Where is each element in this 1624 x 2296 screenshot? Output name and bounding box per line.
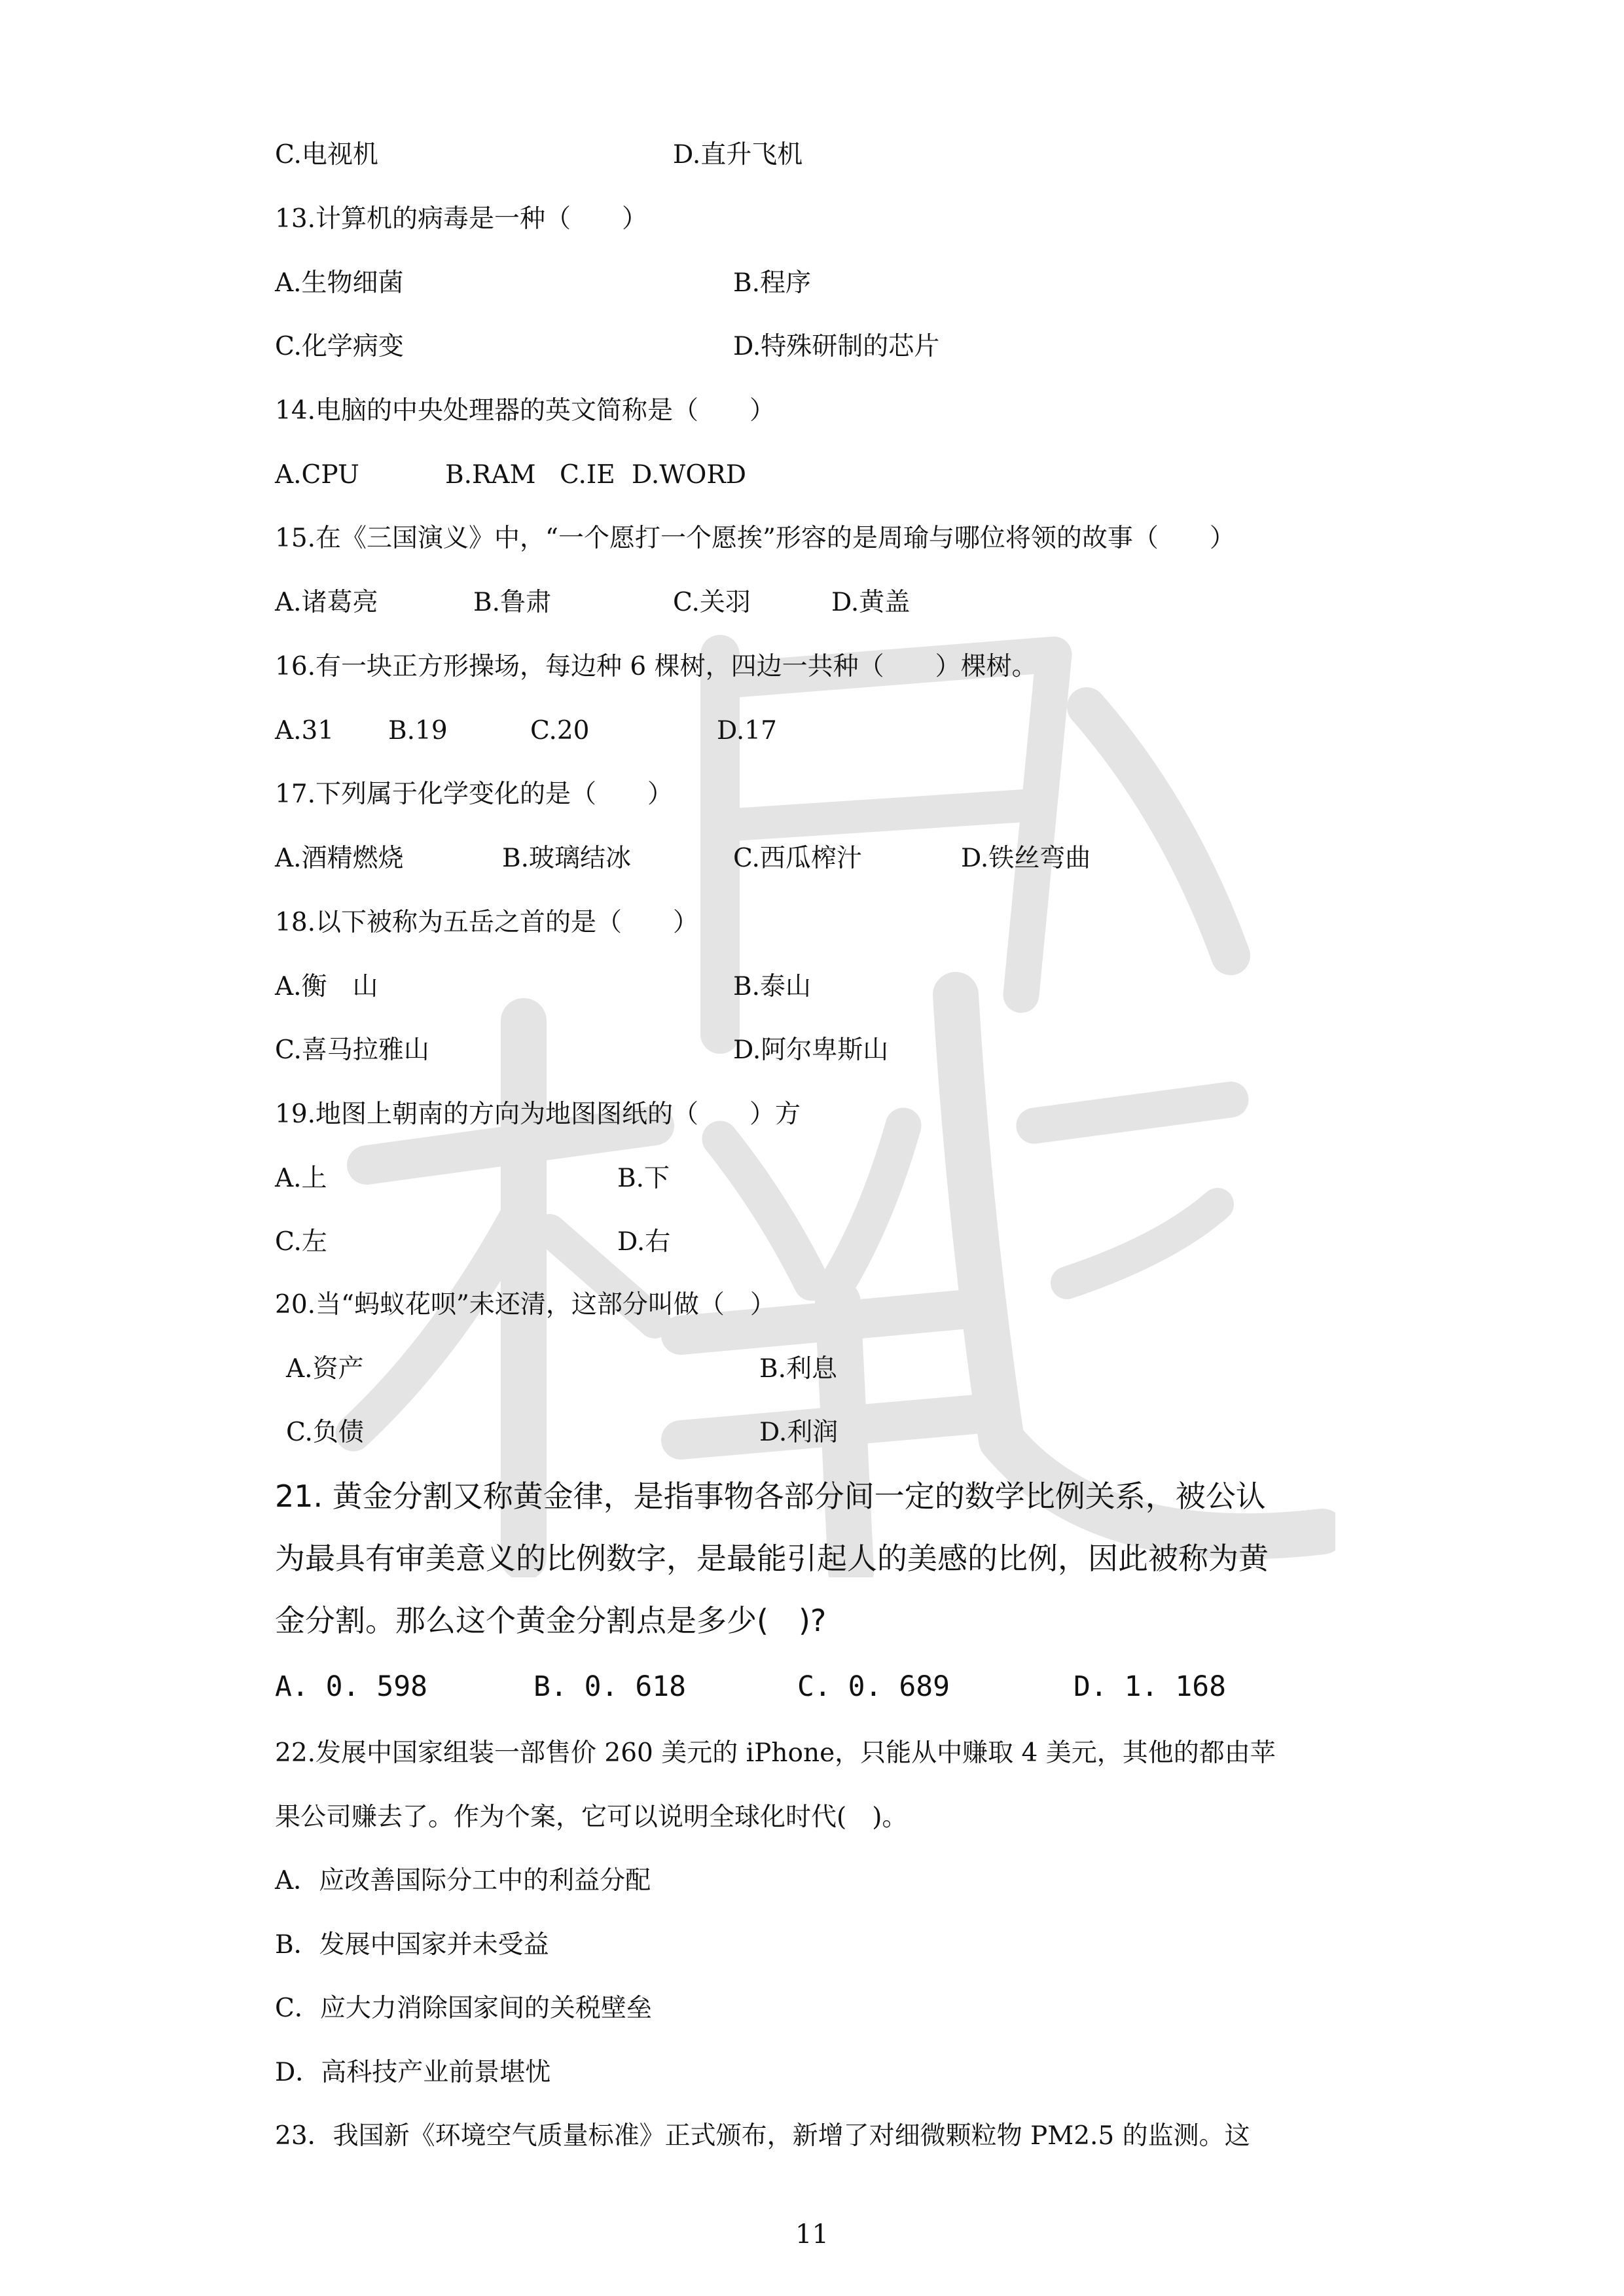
q16-option-c: C.20 <box>530 716 590 745</box>
q21-stem-line-2: 为最具有审美意义的比例数字，是最能引起人的美感的比例，因此被称为黄 <box>275 1541 1269 1576</box>
q14-option-d: D.WORD <box>632 460 746 490</box>
q20-option-a: A.资产 <box>286 1354 364 1384</box>
q16-stem: 16.有一块正方形操场，每边种 6 棵树，四边一共种（ ）棵树。 <box>275 652 1038 681</box>
q13-option-b: B.程序 <box>733 268 812 298</box>
q21-option-a: A. 0. 598 <box>275 1670 427 1703</box>
q15-option-c: C.关羽 <box>673 588 751 617</box>
q19-option-c: C.左 <box>275 1227 327 1257</box>
q14-option-c: C.IE <box>560 460 615 490</box>
q20-option-c: C.负债 <box>286 1418 364 1447</box>
q17-option-a: A.酒精燃烧 <box>275 844 404 873</box>
q14-option-b: B.RAM <box>445 460 536 490</box>
q22-stem-line-1: 22.发展中国家组装一部售价 260 美元的 iPhone，只能从中赚取 4 美元，其他的都由苹 <box>275 1738 1276 1768</box>
q13-option-a: A.生物细菌 <box>275 268 404 298</box>
q16-option-b: B.19 <box>388 716 448 745</box>
q13-option-c: C.化学病变 <box>275 332 404 361</box>
q13-stem: 13.计算机的病毒是一种（ ） <box>275 204 648 234</box>
q20-stem: 20.当“蚂蚁花呗”未还清，这部分叫做（ ） <box>275 1290 776 1319</box>
q22-option-a: A．应改善国际分工中的利益分配 <box>275 1866 651 1895</box>
q19-stem: 19.地图上朝南的方向为地图图纸的（ ）方 <box>275 1100 801 1129</box>
q19-option-a: A.上 <box>275 1164 327 1193</box>
q22-stem-line-2: 果公司赚去了。作为个案，它可以说明全球化时代( )。 <box>275 1803 908 1832</box>
q20-option-b: B.利息 <box>759 1354 838 1384</box>
q22-option-d: D．高科技产业前景堪忧 <box>275 2058 551 2087</box>
q22-option-b: B．发展中国家并未受益 <box>275 1930 549 1960</box>
q23-stem: 23．我国新《环境空气质量标准》正式颁布，新增了对细微颗粒物 PM2.5 的监测。这 <box>275 2121 1250 2151</box>
q21-option-b: B. 0. 618 <box>533 1670 686 1703</box>
q21-stem-line-3: 金分割。那么这个黄金分割点是多少( )? <box>275 1603 827 1638</box>
page-number: 11 <box>795 2219 829 2250</box>
q21-option-d: D. 1. 168 <box>1074 1670 1226 1703</box>
q21-option-c: C. 0. 689 <box>797 1670 950 1703</box>
q19-option-d: D.右 <box>617 1227 671 1257</box>
q18-stem: 18.以下被称为五岳之首的是（ ） <box>275 908 699 937</box>
q20-option-d: D.利润 <box>759 1418 839 1447</box>
q13-option-d: D.特殊研制的芯片 <box>733 332 940 361</box>
q21-stem-line-1: 21. 黄金分割又称黄金律，是指事物各部分间一定的数学比例关系，被公认 <box>275 1479 1266 1514</box>
q19-option-b: B.下 <box>617 1164 670 1193</box>
q18-option-d: D.阿尔卑斯山 <box>733 1035 889 1065</box>
q17-option-b: B.玻璃结冰 <box>502 844 632 873</box>
q17-stem: 17.下列属于化学变化的是（ ） <box>275 780 674 809</box>
q15-option-d: D.黄盖 <box>831 588 911 617</box>
q15-stem: 15.在《三国演义》中，“一个愿打一个愿挨”形容的是周瑜与哪位将领的故事（ ） <box>275 524 1235 553</box>
q15-option-b: B.鲁肃 <box>473 588 552 617</box>
q22-option-c: C．应大力消除国家间的关税壁垒 <box>275 1994 652 2023</box>
q16-option-a: A.31 <box>275 716 334 745</box>
q18-option-c: C.喜马拉雅山 <box>275 1035 429 1065</box>
q16-option-d: D.17 <box>717 716 777 745</box>
q12-option-c: C.电视机 <box>275 140 378 170</box>
q14-option-a: A.CPU <box>275 460 359 490</box>
q14-stem: 14.电脑的中央处理器的英文简称是（ ） <box>275 396 776 425</box>
q17-option-d: D.铁丝弯曲 <box>961 844 1091 873</box>
q18-option-b: B.泰山 <box>733 972 812 1001</box>
q18-option-a: A.衡 山 <box>275 972 378 1001</box>
q17-option-c: C.西瓜榨汁 <box>733 844 862 873</box>
q12-option-d: D.直升飞机 <box>673 140 803 170</box>
q15-option-a: A.诸葛亮 <box>275 588 378 617</box>
